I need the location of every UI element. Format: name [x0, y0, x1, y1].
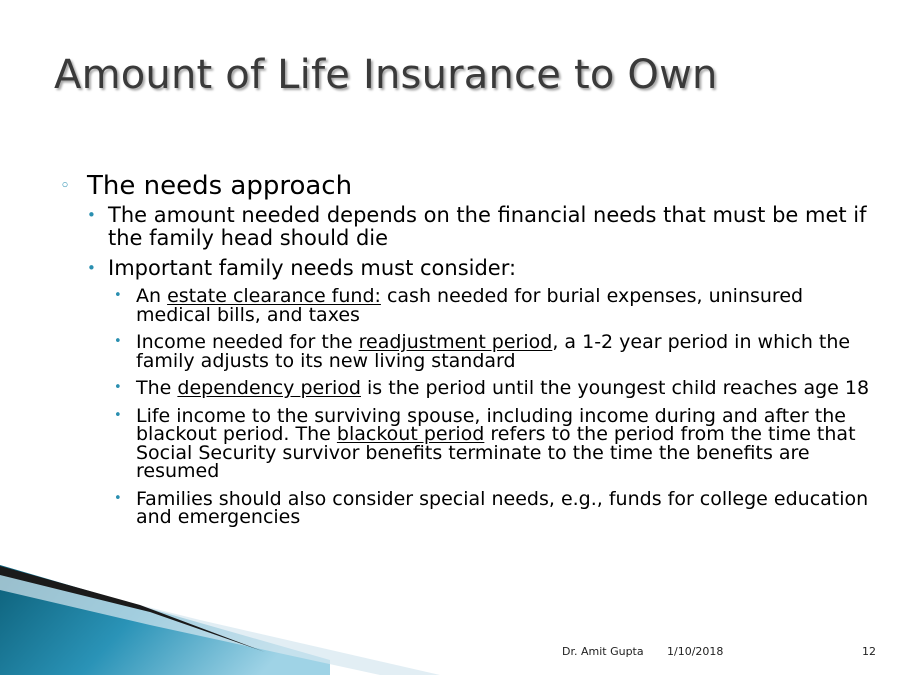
- footer-date: 1/10/2018: [667, 645, 724, 658]
- bullet-level1: [60, 170, 880, 202]
- slide-content: [60, 170, 880, 527]
- term-underlined: estate clearance fund:: [167, 285, 381, 307]
- footer-page-number: 12: [862, 645, 876, 658]
- bullet-text: The needs approach: [87, 171, 353, 201]
- bullet-level3: [60, 333, 880, 370]
- dot-bullet-icon: •: [114, 288, 122, 303]
- slide-title: Amount of Life Insurance to Own: [54, 52, 718, 98]
- term-underlined: readjustment period: [358, 331, 553, 353]
- bullet-text: Important family needs must consider:: [108, 256, 517, 280]
- bullet-text: The amount needed depends on the financial needs that must be met if the family head should die: [108, 203, 867, 250]
- bullet-level3: [60, 287, 880, 324]
- bullet-text: Income needed for the readjustment period, a 1-2 year period in which the family adjusts to its new living standard: [136, 331, 851, 372]
- term-underlined: blackout period: [336, 423, 485, 445]
- dot-bullet-icon: •: [114, 490, 122, 506]
- dot-bullet-icon: •: [114, 407, 122, 423]
- bullet-level2: [60, 257, 880, 280]
- bullet-level3: [60, 487, 880, 528]
- bullet-text: An estate clearance fund: cash needed for burial expenses, uninsured medical bills, and taxes: [136, 285, 804, 326]
- dot-bullet-icon: •: [114, 380, 122, 395]
- dot-bullet-icon: •: [87, 206, 96, 224]
- footer-author: Dr. Amit Gupta: [562, 645, 644, 658]
- ring-bullet-icon: ◦: [60, 176, 71, 196]
- bullet-text: Families should also consider special needs, e.g., funds for college education and emergencies: [136, 487, 869, 528]
- bullet-level2: [60, 204, 880, 250]
- dot-bullet-icon: •: [114, 334, 122, 349]
- dot-bullet-icon: •: [87, 259, 96, 277]
- bullet-level3: [60, 404, 880, 482]
- bullet-text: The dependency period is the period until the youngest child reaches age 18: [136, 377, 870, 399]
- term-underlined: dependency period: [177, 377, 361, 399]
- bullet-text: Life income to the surviving spouse, including income during and after the blackout period. The blackout period refers to the period from the time that Social Security survivor benefits terminate to the time the benefits are resumed: [136, 404, 856, 482]
- bullet-level3: [60, 379, 880, 398]
